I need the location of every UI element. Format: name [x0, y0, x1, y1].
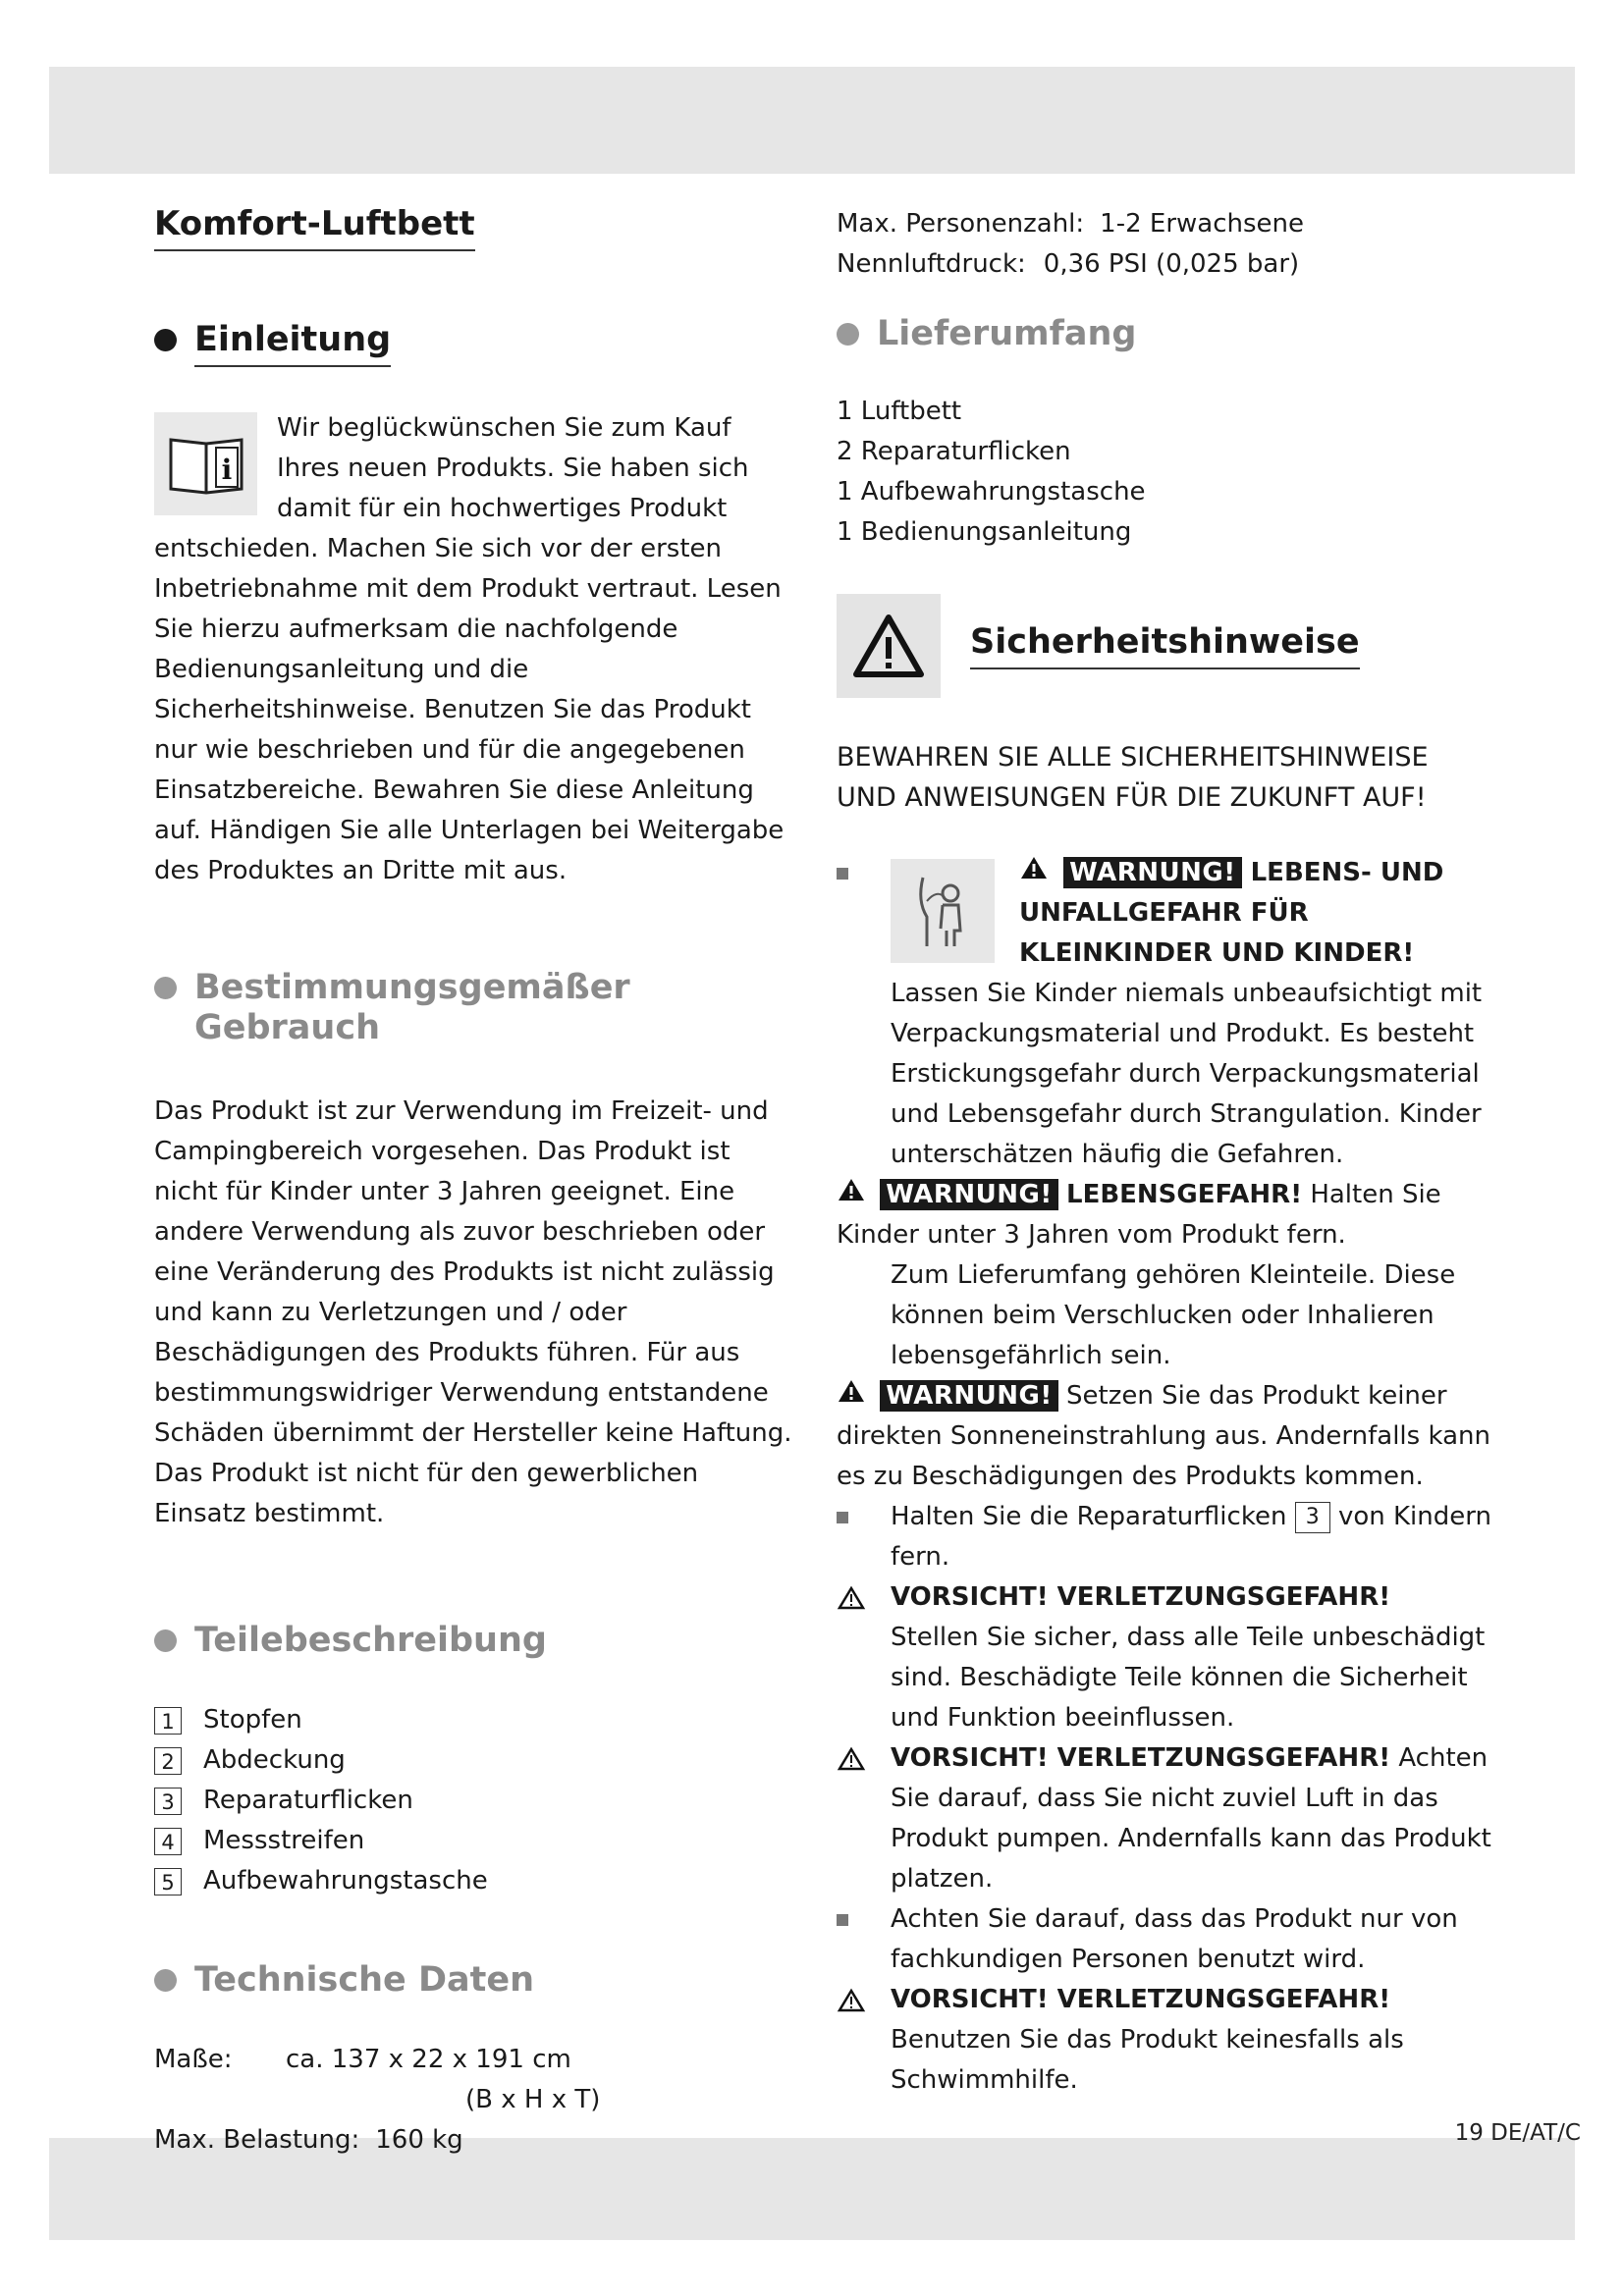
parts-item: 3 Reparaturflicken: [154, 1781, 792, 1821]
delivery-item: 1 Bedienungsanleitung: [837, 517, 1132, 547]
delivery-item: 2 Reparaturflicken: [837, 437, 1071, 466]
warning-triangle-icon: [837, 1175, 866, 1215]
teile-heading: Teilebeschreibung: [154, 1621, 792, 1661]
part-number-box: 3: [1295, 1502, 1330, 1533]
spec-personen: Max. Personenzahl: 1-2 Erwachsene: [837, 209, 1305, 239]
tech-specs: [154, 2040, 792, 2161]
info-book-icon: [154, 412, 257, 515]
parts-item: 5 Aufbewahrungstasche: [154, 1861, 792, 1901]
parts-item: 2 Abdeckung: [154, 1740, 792, 1781]
parts-list: [154, 1700, 792, 1901]
bullet-dot-icon: [837, 323, 859, 346]
caution-triangle-icon: [837, 1744, 866, 1785]
safety-heading: Sicherheitshinweise: [970, 622, 1360, 669]
caution-block-1: VORSICHT! VERLETZUNGSGEFAHR! Stellen Sie sicher, dass alle Teile unbeschädigt sind. Beschädigte Teile können die Sicherheit und Funktion beeinflussen.: [837, 1577, 1504, 1738]
warning-badge: WARNUNG!: [880, 1380, 1057, 1412]
spec-belastung: Max. Belastung: 160 kg: [154, 2125, 463, 2155]
caution-block-3: VORSICHT! VERLETZUNGSGEFAHR! Benutzen Sie das Produkt keinesfalls als Schwimmhilfe.: [837, 1980, 1504, 2101]
page-number: 19 DE/AT/C: [1454, 2120, 1581, 2146]
warning-triangle-icon: [837, 1376, 866, 1416]
caution-block-2: VORSICHT! VERLETZUNGSGEFAHR! Achten Sie darauf, dass Sie nicht zuviel Luft in das Produkt pumpen. Andernfalls kann das Produkt platzen.: [837, 1738, 1504, 1899]
bullet-dot-icon: [154, 1629, 177, 1652]
einleitung-text: Wir beglückwünschen Sie zum Kauf Ihres neuen Produkts. Sie haben sich damit für ein hochwertiges Produkt entschieden. Machen Sie sich vor der ersten Inbetriebnahme mit dem Produkt vertraut. Lesen Sie hierzu aufmerksam die nachfolgende Bedienungsanleitung und die Sicherheitshinweise. Benutzen Sie das Produkt nur wie beschrieben und für die angegebenen Einsatzbereiche. Bewahren Sie diese Anleitung auf. Händigen Sie alle Unterlagen bei Weitergabe des Produktes an Dritte mit aus.: [154, 413, 785, 885]
parts-item: 4 Messstreifen: [154, 1821, 792, 1861]
left-column: [154, 204, 792, 2161]
page-title: Komfort-Luftbett: [154, 204, 475, 251]
square-bullet-icon: [837, 1512, 848, 1523]
lieferumfang-heading: Lieferumfang: [837, 314, 1504, 354]
einleitung-block: [154, 408, 792, 891]
gebrauch-heading: Bestimmungsgemäßer Gebrauch: [154, 968, 792, 1048]
right-column: [837, 204, 1504, 2101]
square-bullet-icon: [837, 1914, 848, 1926]
delivery-item: 1 Aufbewahrungstasche: [837, 477, 1146, 507]
spec-masse: Maße: ca. 137 x 22 x 191 cm: [154, 2045, 571, 2074]
einleitung-heading: Einleitung: [154, 320, 792, 367]
caution-triangle-icon: [837, 1583, 866, 1624]
warning-badge: WARNUNG!: [880, 1179, 1057, 1210]
svg-text:i: i: [221, 453, 232, 486]
bullet-item-2: Achten Sie darauf, dass das Produkt nur von fachkundigen Personen benutzt wird.: [837, 1899, 1504, 1980]
bullet-item-1: Halten Sie die Reparaturflicken 3 von Kindern fern.: [837, 1497, 1504, 1577]
safety-heading-row: [837, 594, 1504, 698]
delivery-item: 1 Luftbett: [837, 397, 962, 426]
header-band: [49, 67, 1575, 174]
warning-triangle-icon: [1019, 853, 1049, 893]
caution-triangle-icon: [837, 1986, 866, 2026]
delivery-list: [837, 392, 1504, 553]
child-danger-icon: [891, 859, 995, 963]
parts-item: 1 Stopfen: [154, 1700, 792, 1740]
warning-block-3: WARNUNG! Setzen Sie das Produkt keiner direkten Sonneneinstrahlung aus. Andernfalls kann es zu Beschädigungen des Produkts kommen.: [837, 1376, 1504, 1497]
bullet-dot-icon: [154, 977, 177, 999]
warning-block-1: WARNUNG! LEBENS- UND UNFALLGEFAHR FÜR KLEINKINDER UND KINDER! Lassen Sie Kinder niemals unbeaufsichtigt mit Verpackungsmaterial und Produkt. Es besteht Erstickungsgefahr durch Verpackungsmaterial und Lebensgefahr durch Strangulation. Kinder unterschätzen häufig die Gefahren.: [837, 853, 1504, 1175]
gebrauch-text: Das Produkt ist zur Verwendung im Freizeit- und Campingbereich vorgesehen. Das Produkt ist nicht für Kinder unter 3 Jahren geeignet. Eine andere Verwendung als zuvor beschrieben oder eine Veränderung des Produkts ist nicht zulässig und kann zu Verletzungen und / oder Beschädigungen des Produkts führen. Für aus bestimmungswidriger Verwendung entstandene Schäden übernimmt der Hersteller keine Haftung. Das Produkt ist nicht für den gewerblichen Einsatz bestimmt.: [154, 1096, 792, 1528]
warning-badge: WARNUNG!: [1063, 857, 1241, 888]
square-bullet-icon: [837, 868, 848, 880]
warning-block-2: WARNUNG! LEBENSGEFAHR! Halten Sie Kinder unter 3 Jahren vom Produkt fern. Zum Lieferumfang gehören Kleinteile. Diese können beim Verschlucken oder Inhalieren lebensgefährlich sein.: [837, 1175, 1504, 1376]
technik-heading: Technische Daten: [154, 1960, 792, 2001]
spec-masse-unit: (B x H x T): [465, 2085, 601, 2114]
bullet-dot-icon: [154, 329, 177, 351]
warning-triangle-icon: [837, 594, 941, 698]
bullet-dot-icon: [154, 1969, 177, 1992]
safety-caps-note: BEWAHREN SIE ALLE SICHERHEITSHINWEISE UND ANWEISUNGEN FÜR DIE ZUKUNFT AUF!: [837, 742, 1429, 813]
spec-druck: Nennluftdruck: 0,36 PSI (0,025 bar): [837, 249, 1300, 279]
